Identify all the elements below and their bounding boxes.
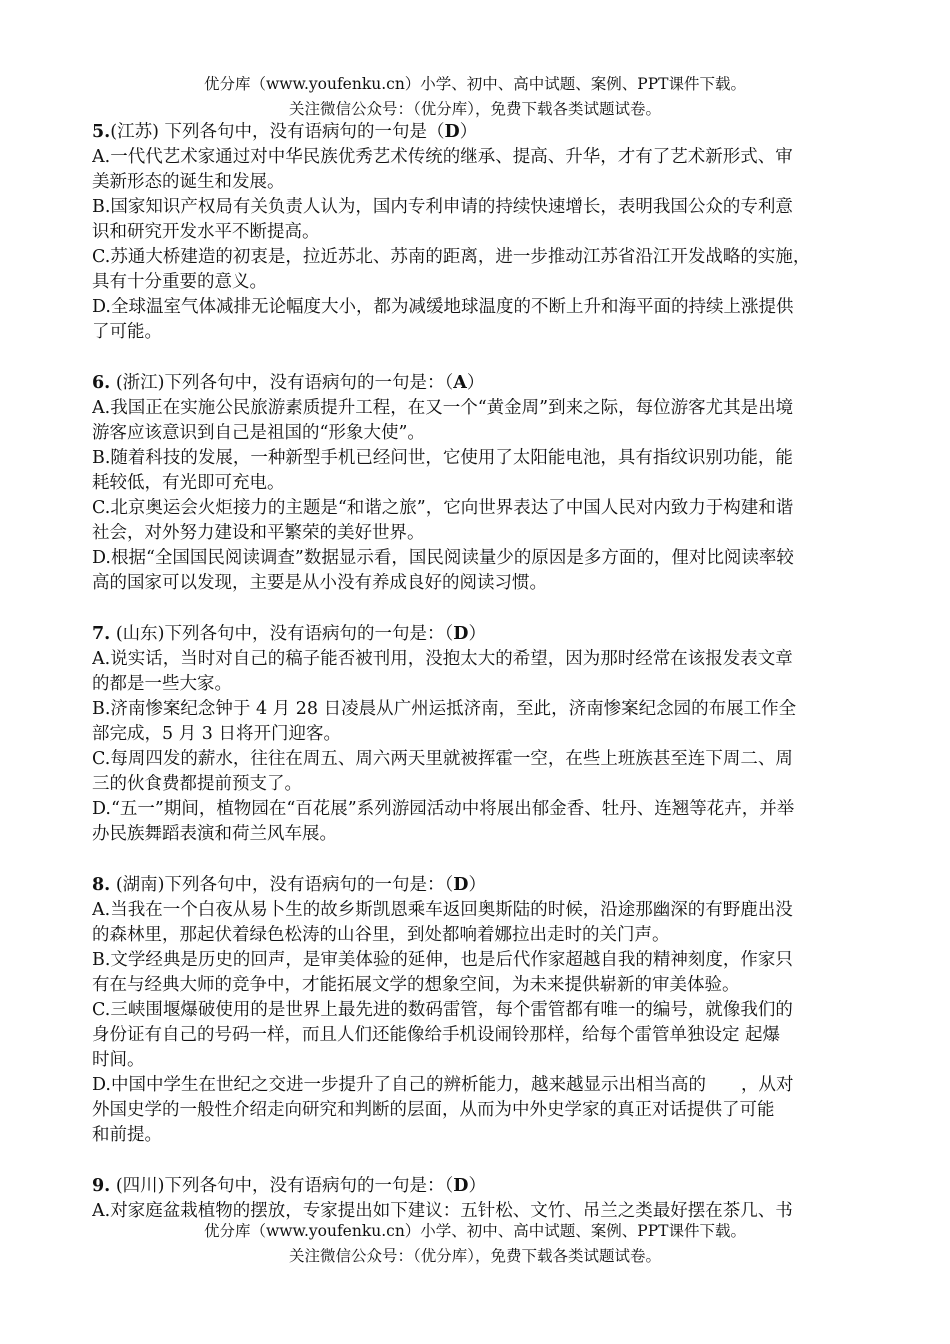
- option-line: A.说实话，当时对自己的稿子能否被刊用，没抱太大的希望，因为那时经常在该报发表文章: [92, 649, 793, 669]
- question-heading: [92, 622, 867, 647]
- option-line: 部完成，5 月 3 日将开门迎客。: [92, 724, 341, 744]
- question-prompt-close: ）: [468, 624, 486, 644]
- option-line: 和前提。: [92, 1125, 162, 1145]
- option-line: 社会，对外努力建设和平繁荣的美好世界。: [92, 523, 425, 543]
- question-prompt: (浙江)下列各句中，没有语病句的一句是：（: [110, 373, 454, 393]
- option-line: 识和研究开发水平不断提高。: [92, 222, 320, 242]
- question-prompt: (江苏) 下列各句中，没有语病句的一句是（: [110, 122, 445, 142]
- option-line: D.全球温室气体减排无论幅度大小，都为减缓地球温度的不断上升和海平面的持续上涨提供: [92, 297, 794, 317]
- answer-letter: D: [444, 122, 460, 142]
- answer-letter: D: [453, 875, 469, 895]
- question-heading: [92, 1174, 867, 1199]
- header-line-2: 关注微信公众号：（优分库），免费下载各类试题试卷。: [288, 100, 661, 118]
- option-line: A.对家庭盆栽植物的摆放，专家提出如下建议：五针松、文竹、吊兰之类最好摆在茶几、书: [92, 1201, 793, 1221]
- question-prompt-close: ）: [468, 1176, 486, 1196]
- option-line: 身份证有自己的号码一样，而且人们还能像给手机设闹铃那样，给每个雷管单独设定 起爆: [92, 1025, 781, 1045]
- option-line: 办民族舞蹈表演和荷兰风车展。: [92, 824, 337, 844]
- footer-line-1: 优分库（www.youfenku.cn）小学、初中、高中试题、案例、PPT课件下载。: [203, 1222, 747, 1240]
- answer-letter: D: [453, 624, 469, 644]
- option-line: B.国家知识产权局有关负责人认为，国内专利申请的持续快速增长，表明我国公众的专利意: [92, 197, 793, 217]
- question-number: 7.: [92, 624, 111, 644]
- option-line: B.文学经典是历史的回声，是审美体验的延伸，也是后代作家超越自我的精神刻度，作家只: [92, 950, 793, 970]
- option-line: D.“五一”期间，植物园在“百花展”系列游园活动中将展出郁金香、牡丹、连翘等花卉，并举: [92, 799, 795, 819]
- option-line: 的都是一些大家。: [92, 674, 232, 694]
- option-line: 美新形态的诞生和发展。: [92, 172, 285, 192]
- option-line: 时间。: [92, 1050, 145, 1070]
- question-block: [92, 873, 867, 1148]
- answer-letter: D: [453, 1176, 469, 1196]
- option-line: D.根据“全国国民阅读调查”数据显示看，国民阅读量少的原因是多方面的，俚对比阅读率较: [92, 548, 794, 568]
- option-line: C.三峡围堰爆破使用的是世界上最先进的数码雷管，每个雷管都有唯一的编号，就像我们的: [92, 1000, 793, 1020]
- question-block: [92, 371, 867, 596]
- option-line: A.我国正在实施公民旅游素质提升工程，在又一个“黄金周”到来之际，每位游客尤其是出境: [92, 398, 794, 418]
- question-prompt: (湖南)下列各句中，没有语病句的一句是：（: [110, 875, 454, 895]
- option-line: C.每周四发的薪水，往往在周五、周六两天里就被挥霍一空，在些上班族甚至连下周二、周: [92, 749, 793, 769]
- question-list: [92, 120, 867, 1250]
- question-heading: [92, 873, 867, 898]
- option-line: 三的伙食费都提前预支了。: [92, 774, 302, 794]
- option-line: 游客应该意识到自己是祖国的“形象大使”。: [92, 423, 425, 443]
- question-heading: [92, 371, 867, 396]
- question-prompt: (四川)下列各句中，没有语病句的一句是：（: [110, 1176, 454, 1196]
- answer-letter: A: [453, 373, 467, 393]
- question-number: 9.: [92, 1176, 111, 1196]
- option-line: 了可能。: [92, 322, 162, 342]
- question-number: 5.: [92, 122, 111, 142]
- question-block: [92, 120, 867, 345]
- option-line: 外国史学的一般性介绍走向研究和判断的层面，从而为中外史学家的真正对话提供了可能: [92, 1100, 775, 1120]
- option-line: B.济南惨案纪念钟于 4 月 28 日凌晨从广州运抵济南，至此，济南惨案纪念园的布展工作全: [92, 699, 797, 719]
- question-block: [92, 1174, 867, 1224]
- question-number: 8.: [92, 875, 111, 895]
- question-prompt-close: ）: [459, 122, 478, 142]
- option-line: 具有十分重要的意义。: [92, 272, 267, 292]
- option-line: B.随着科技的发展，一种新型手机已经问世，它使用了太阳能电池，具有指纹识别功能，能: [92, 448, 793, 468]
- option-line: D.中国中学生在世纪之交进一步提升了自己的辨析能力，越来越显示出相当高的 ，从对: [92, 1075, 794, 1095]
- question-prompt-close: ）: [466, 373, 485, 393]
- option-line: C.北京奥运会火炬接力的主题是“和谐之旅”，它向世界表达了中国人民对内致力于构建和谐: [92, 498, 794, 518]
- question-heading: [92, 120, 867, 145]
- option-line: 耗较低，有光即可充电。: [92, 473, 285, 493]
- option-line: A.当我在一个白夜从易卜生的故乡斯凯恩乘车返回奥斯陆的时候，沿途那幽深的有野鹿出没: [92, 900, 793, 920]
- question-prompt: (山东)下列各句中，没有语病句的一句是：（: [110, 624, 454, 644]
- option-line: 有在与经典大师的竞争中，才能拓展文学的想象空间，为未来提供崭新的审美体验。: [92, 975, 740, 995]
- option-line: 高的国家可以发现，主要是从小没有养成良好的阅读习惯。: [92, 573, 547, 593]
- option-line: C.苏通大桥建造的初衷是，拉近苏北、苏南的距离，进一步推动江苏省沿江开发战略的实施，: [92, 247, 811, 267]
- option-line: A.一代代艺术家通过对中华民族优秀艺术传统的继承、提高、升华，才有了艺术新形式、审: [92, 147, 793, 167]
- question-block: [92, 622, 867, 847]
- question-number: 6.: [92, 373, 111, 393]
- question-prompt-close: ）: [468, 875, 486, 895]
- footer-line-2: 关注微信公众号：（优分库），免费下载各类试题试卷。: [288, 1247, 661, 1265]
- option-line: 的森林里，那起伏着绿色松涛的山谷里，到处都响着娜拉出走时的关门声。: [92, 925, 670, 945]
- header-line-1: 优分库（www.youfenku.cn）小学、初中、高中试题、案例、PPT课件下载。: [203, 75, 747, 93]
